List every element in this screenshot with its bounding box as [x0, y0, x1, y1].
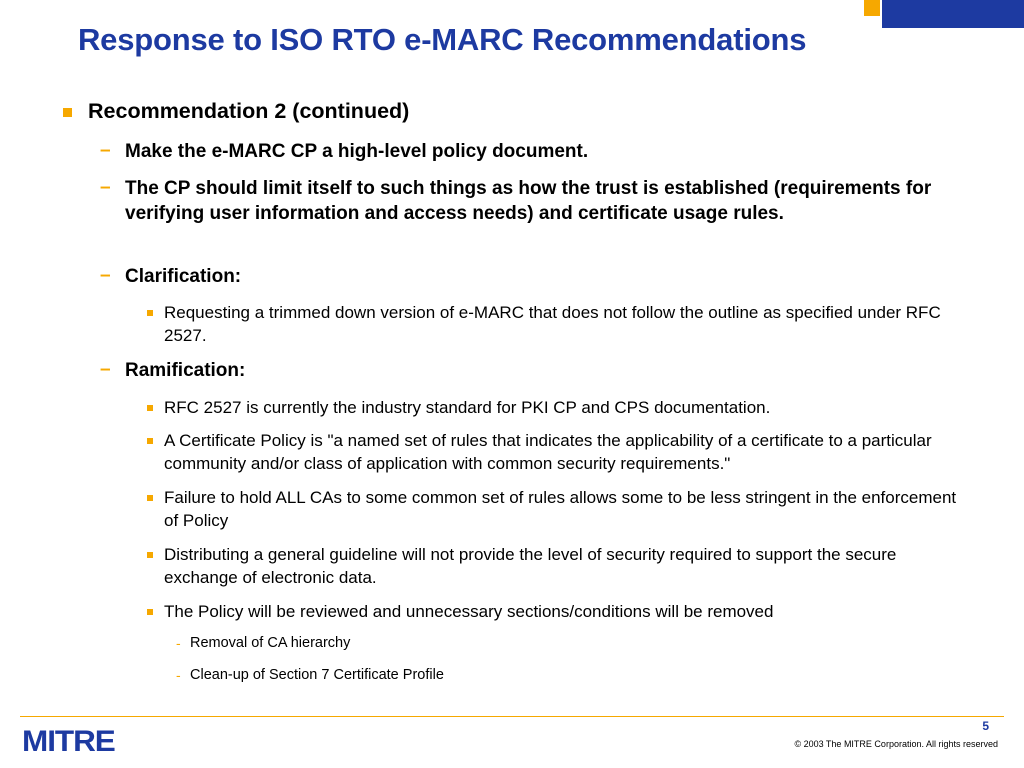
ramification-bullet: Failure to hold ALL CAs to some common set of rules allows some to be less stringent in the enforcement of Policy [164, 488, 957, 530]
copyright-notice: © 2003 The MITRE Corporation. All rights reserved [794, 739, 998, 749]
dash-icon: – [100, 265, 111, 286]
clarification-detail: Requesting a trimmed down version of e-MARC that does not follow the outline as specified under RFC 2527. [164, 303, 941, 345]
ramification-bullet: A Certificate Policy is "a named set of rules that indicates the applicability of a certificate to a particular community and/or class of application with common security requirements." [164, 431, 932, 473]
item-cp-limit: The CP should limit itself to such things as how the trust is established (requirements for verifying user information and access needs) and certificate usage rules. [125, 178, 932, 224]
footer-divider [20, 716, 1004, 717]
recommendation-heading: Recommendation 2 (continued) [88, 99, 410, 123]
dash-icon: – [100, 359, 111, 380]
ramification-bullet: RFC 2527 is currently the industry standard for PKI CP and CPS documentation. [164, 398, 771, 417]
dash-icon: – [100, 177, 111, 198]
item-make-cp: Make the e-MARC CP a high-level policy document. [125, 141, 589, 162]
square-bullet-icon [63, 108, 72, 117]
square-bullet-icon [147, 310, 153, 316]
corner-accent-navy [882, 0, 1024, 28]
page-number: 5 [982, 719, 989, 733]
square-bullet-icon [147, 552, 153, 558]
square-bullet-icon [147, 405, 153, 411]
ramification-bullet: The Policy will be reviewed and unnecessary sections/conditions will be removed [164, 602, 774, 621]
item-clarification: Clarification: [125, 266, 242, 287]
item-ramification: Ramification: [125, 360, 246, 381]
dash-icon: - [176, 667, 181, 683]
ramification-bullet: Distributing a general guideline will not provide the level of security required to support the secure exchange of electronic data. [164, 545, 897, 587]
square-bullet-icon [147, 495, 153, 501]
corner-accent-gold [864, 0, 880, 16]
sub-item: Removal of CA hierarchy [190, 635, 351, 651]
square-bullet-icon [147, 609, 153, 615]
dash-icon: – [100, 140, 111, 161]
sub-item: Clean-up of Section 7 Certificate Profile [190, 667, 444, 683]
slide-title: Response to ISO RTO e-MARC Recommendations [78, 22, 807, 57]
dash-icon: - [176, 635, 181, 651]
square-bullet-icon [147, 438, 153, 444]
mitre-logo: MITRE [22, 725, 115, 758]
